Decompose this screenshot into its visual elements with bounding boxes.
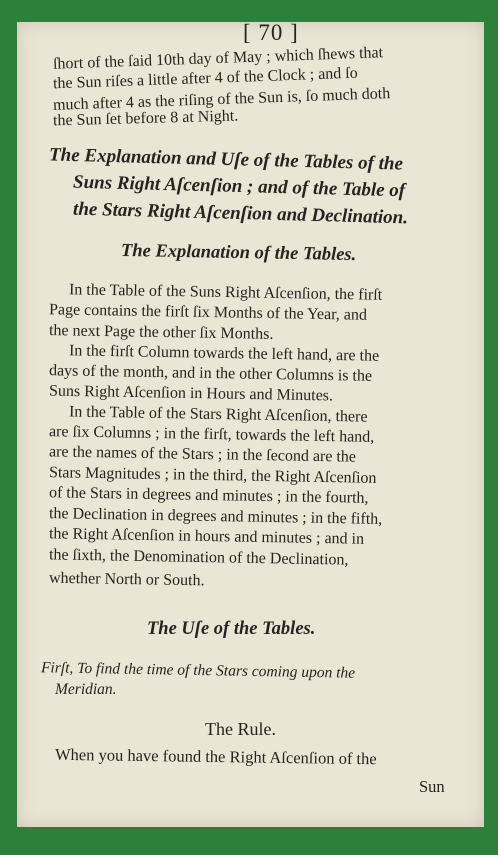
explanation-line-14: the ſixth, the Denomination of the Declination, bbox=[48, 546, 349, 569]
explanation-line-6: Suns Right Aſcenſion in Hours and Minutes. bbox=[48, 382, 334, 405]
section-heading-line-3: the Stars Right Aſcenſion and Declination. bbox=[72, 198, 409, 229]
explanation-line-2: Page contains the firſt ſix Months of the Year, and bbox=[48, 301, 368, 324]
intro-line-4: the Sun ſet before 8 at Night. bbox=[52, 107, 239, 130]
first-line-2: Meridian. bbox=[55, 681, 117, 698]
rule-heading: The Rule. bbox=[205, 719, 276, 739]
intro-line-2: the Sun riſes a little after 4 of the Clock ; and ſo bbox=[52, 64, 358, 93]
section-heading-line-1: The Explanation and Uſe of the Tables of the bbox=[48, 144, 404, 175]
intro-line-1: ſhort of the ſaid 10th day of May ; which ſhews that bbox=[52, 44, 384, 73]
explanation-line-3: the next Page the other ſix Months. bbox=[48, 322, 274, 343]
explanation-line-13: the Right Aſcenſion in hours and minutes ; and in bbox=[48, 525, 365, 548]
page-number: [ 70 ] bbox=[243, 20, 299, 45]
section-heading-line-2: Suns Right Aſcenſion ; and of the Table of bbox=[72, 171, 406, 202]
explanation-heading: The Explanation of the Tables. bbox=[120, 240, 357, 266]
explanation-line-4: In the firſt Column towards the left hand, are the bbox=[68, 342, 380, 365]
explanation-line-9: are the names of the Stars ; in the ſecond are the bbox=[48, 443, 357, 466]
explanation-line-12: the Declination in degrees and minutes ; in the fifth, bbox=[48, 505, 383, 528]
explanation-line-7: In the Table of the Stars Right Aſcenſion, there bbox=[68, 403, 368, 426]
rule-line-2: Sun bbox=[419, 777, 445, 796]
explanation-line-10: Stars Magnitudes ; in the third, the Right Aſcenſion bbox=[48, 464, 377, 487]
explanation-line-15: whether North or South. bbox=[48, 569, 205, 590]
use-heading: The Uſe of the Tables. bbox=[147, 619, 316, 639]
explanation-line-8: are ſix Columns ; in the firſt, towards the left hand, bbox=[48, 423, 375, 446]
explanation-line-11: of the Stars in degrees and minutes ; in the fourth, bbox=[48, 484, 369, 507]
book-page bbox=[17, 22, 484, 827]
explanation-line-5: days of the month, and in the other Columns is the bbox=[48, 362, 373, 385]
rule-line-1: When you have found the Right Aſcenſion of the bbox=[54, 744, 377, 769]
intro-line-3: much after 4 as the riſing of the Sun is, ſo much doth bbox=[52, 85, 391, 114]
explanation-line-1: In the Table of the Suns Right Aſcenſion, the firſt bbox=[68, 281, 383, 304]
first-line-1: Firſt, To find the time of the Stars coming upon the bbox=[40, 659, 356, 682]
